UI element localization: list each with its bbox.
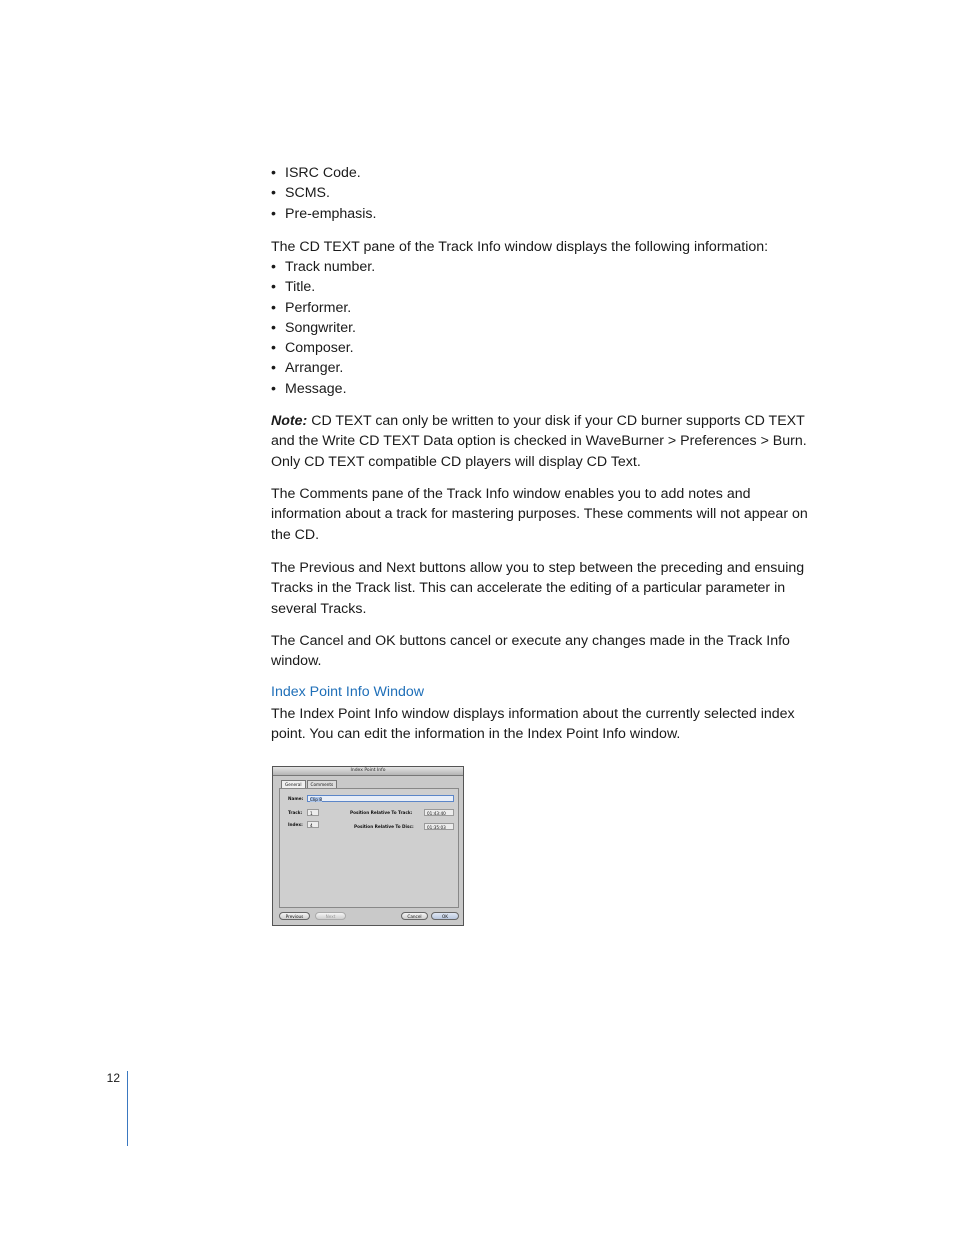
pos-track-field[interactable]: 01:43:40: [424, 809, 454, 816]
ok-button[interactable]: OK: [431, 912, 459, 920]
note-paragraph: [271, 411, 823, 472]
list-item: • SCMS.: [271, 183, 823, 203]
list-item: • Arranger.: [271, 358, 823, 378]
next-button[interactable]: Next: [315, 912, 346, 920]
pos-disc-field[interactable]: 01:35:03: [424, 823, 454, 830]
list-item: • Pre-emphasis.: [271, 204, 823, 224]
note-text: CD TEXT can only be written to your disk if your CD burner supports CD TEXT and the Write CD TEXT Data option is checked in WaveBurner > Preferences > Burn. Only CD TEXT compatible CD players will display CD Text.: [271, 413, 807, 470]
name-label: Name:: [288, 796, 304, 801]
previous-button[interactable]: Previous: [279, 912, 310, 920]
page-number: 12: [106, 1071, 120, 1085]
list-item: • Title.: [271, 277, 823, 297]
name-value: Clip 8: [310, 797, 322, 802]
tab-comments[interactable]: Comments: [307, 780, 338, 789]
index-field[interactable]: 4: [307, 821, 319, 828]
margin-rule: [127, 1071, 128, 1146]
index-paragraph: The Index Point Info window displays information about the currently selected index point. You can edit the information in the Index Point Info window.: [271, 706, 795, 743]
cdtext-intro: The CD TEXT pane of the Track Info window displays the following information:: [271, 239, 769, 255]
track-label: Track:: [288, 810, 303, 815]
cancel-button[interactable]: Cancel: [401, 912, 428, 920]
general-panel: [279, 788, 459, 908]
note-label: Note:: [271, 413, 308, 429]
list-item: • Songwriter.: [271, 318, 823, 338]
index-point-info-window: [272, 766, 464, 926]
pos-disc-label: Position Relative To Disc:: [354, 824, 414, 829]
list-item: • Track number.: [271, 257, 823, 277]
track-field[interactable]: 1: [307, 809, 319, 816]
list-item: • Message.: [271, 379, 823, 399]
comments-paragraph: The Comments pane of the Track Info window enables you to add notes and information about a track for mastering purposes. These comments will not appear on the CD.: [271, 486, 808, 543]
cdtext-list: [271, 257, 823, 399]
list-item: • Performer.: [271, 298, 823, 318]
list-item: • Composer.: [271, 338, 823, 358]
pos-track-label: Position Relative To Track:: [350, 810, 413, 815]
cancelok-paragraph: The Cancel and OK buttons cancel or execute any changes made in the Track Info window.: [271, 633, 790, 670]
feature-list: [271, 163, 823, 224]
prevnext-paragraph: The Previous and Next buttons allow you to step between the preceding and ensuing Tracks in the Track list. This can accelerate the editing of a particular parameter in several Tracks.: [271, 560, 805, 617]
index-label: Index:: [288, 822, 303, 827]
tab-general[interactable]: General: [281, 780, 306, 789]
window-title: Index Point Info: [273, 767, 463, 776]
section-heading: Index Point Info Window: [271, 684, 424, 700]
list-item: • ISRC Code.: [271, 163, 823, 183]
name-field[interactable]: [307, 795, 454, 802]
